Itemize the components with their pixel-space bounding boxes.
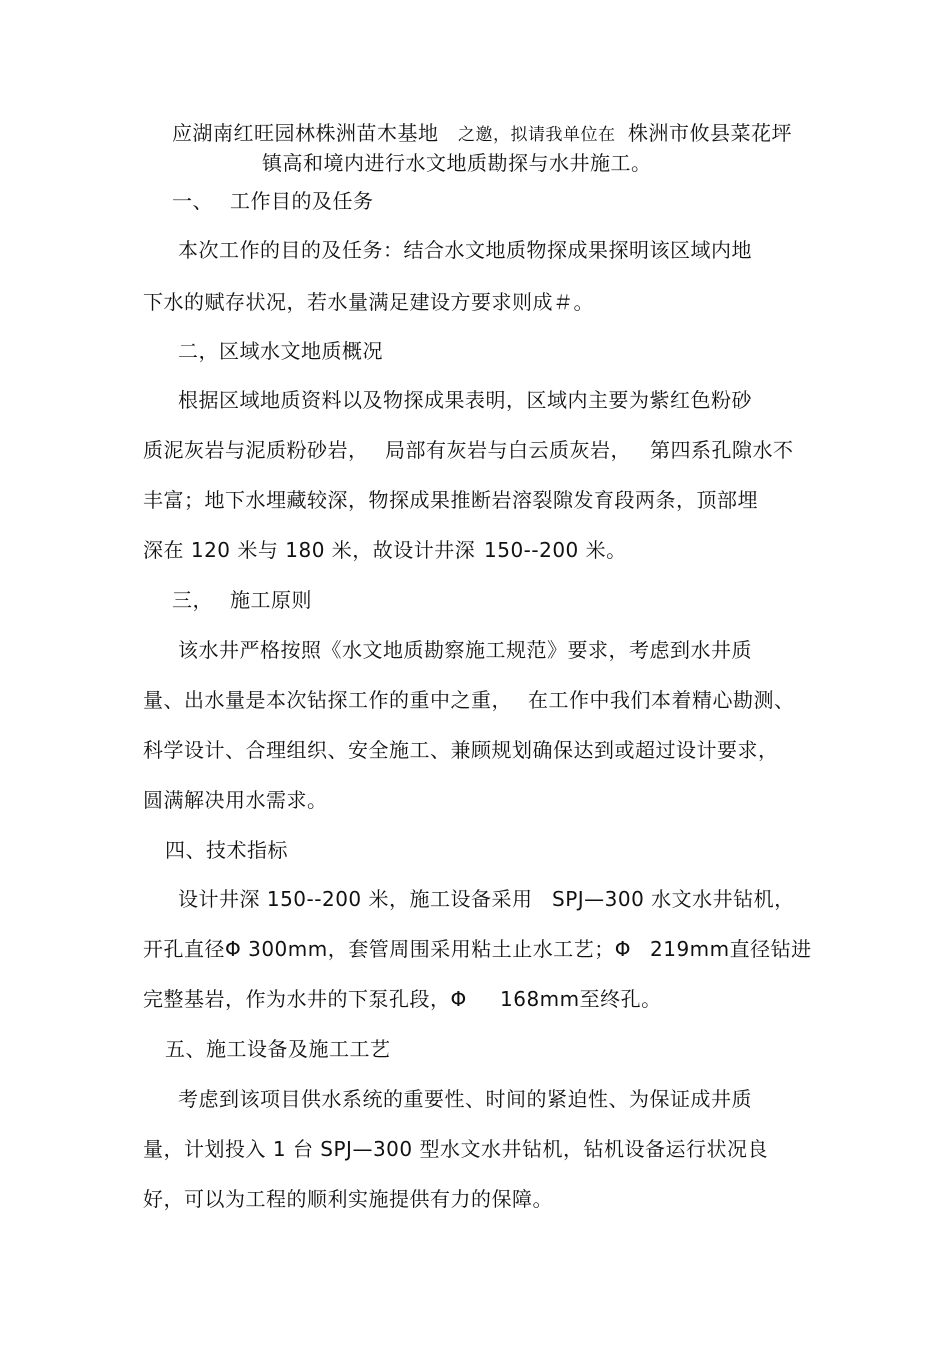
section5-para-line: 量，计划投入 1 台 SPJ—300 型水文水井钻机，钻机设备运行状况良	[143, 1137, 768, 1161]
section2-para-line: 根据区域地质资料以及物探成果表明，区域内主要为紫红色粉砂	[178, 388, 752, 412]
section4-heading: 四、技术指标	[165, 838, 288, 862]
section2-para-line: 150--200 米。	[484, 538, 627, 562]
section2-para-line: 第四系孔隙水不	[650, 438, 794, 462]
section5-heading: 五、施工设备及施工工艺	[165, 1037, 391, 1061]
section3-heading-num: 三，	[172, 588, 213, 612]
section2-heading: 二，区域水文地质概况	[178, 339, 383, 363]
section3-heading-text: 施工原则	[230, 588, 312, 612]
section2-para-line: 质泥灰岩与泥质粉砂岩，	[143, 438, 369, 462]
section3-para-line: 量、出水量是本次钻探工作的重中之重，	[143, 688, 512, 712]
intro-line1-part2: 之邀，拟请我单位在	[458, 125, 616, 145]
section3-para-line: 圆满解决用水需求。	[143, 788, 328, 812]
section3-para-line: 在工作中我们本着精心勘测、	[528, 688, 795, 712]
section4-para-line: 设计井深 150--200 米，施工设备采用	[178, 887, 533, 911]
section3-para-line: 科学设计、合理组织、安全施工、兼顾规划确保达到或超过设计要求，	[143, 738, 779, 762]
section4-para-line: 168mm至终孔。	[500, 987, 662, 1011]
section4-para-line: SPJ—300 水文水井钻机，	[552, 887, 795, 911]
section4-para-line: 219mm直径钻进	[650, 937, 812, 961]
section5-para-line: 好，可以为工程的顺利实施提供有力的保障。	[143, 1187, 553, 1211]
section4-para-line: 开孔直径Φ 300mm，套管周围采用粘土止水工艺；Φ	[143, 937, 631, 961]
section5-para-line: 考虑到该项目供水系统的重要性、时间的紧迫性、为保证成井质	[178, 1087, 752, 1111]
intro-line1-part3: 株洲市攸县菜花坪	[628, 121, 792, 145]
section2-para-line: 深在 120 米与 180 米，故设计井深	[143, 538, 476, 562]
section4-para-line: 完整基岩，作为水井的下泵孔段，Φ	[143, 987, 467, 1011]
section1-heading-text: 工作目的及任务	[230, 189, 374, 213]
section1-heading-num: 一、	[172, 189, 213, 213]
intro-line1-part1: 应湖南红旺园林株洲苗木基地	[172, 121, 439, 145]
section1-para-line: 本次工作的目的及任务：结合水文地质物探成果探明该区域内地	[178, 238, 752, 262]
section2-para-line: 局部有灰岩与白云质灰岩，	[385, 438, 631, 462]
intro-line2: 镇高和境内进行水文地质勘探与水井施工。	[262, 151, 652, 175]
section2-para-line: 丰富；地下水埋藏较深，物探成果推断岩溶裂隙发育段两条，顶部埋	[143, 488, 758, 512]
section3-para-line: 该水井严格按照《水文地质勘察施工规范》要求，考虑到水井质	[178, 638, 752, 662]
section1-para-line: 下水的赋存状况，若水量满足建设方要求则成＃。	[143, 290, 594, 314]
